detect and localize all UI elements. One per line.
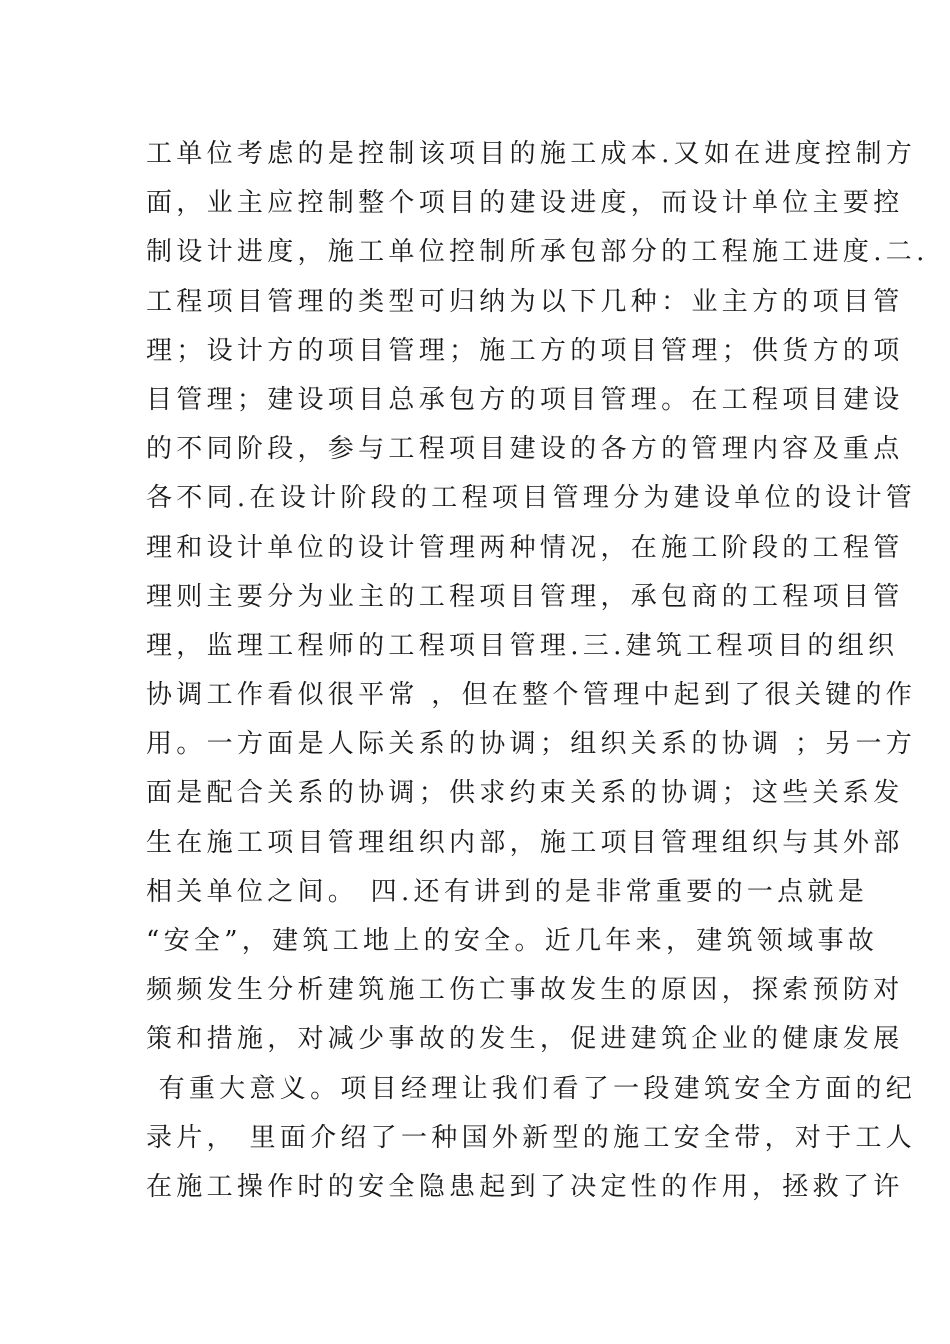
text-line-18: 频频发生分析建筑施工伤亡事故发生的原因，探索预防对	[146, 975, 904, 1006]
text-line-16: 相关单位之间。 四.还有讲到的是非常重要的一点就是	[146, 876, 869, 907]
text-line-20: 有重大意义。项目经理让我们看了一段建筑安全方面的纪	[146, 1073, 917, 1104]
body-text	[146, 130, 929, 1212]
text-line-13: 用。一方面是人际关系的协调；组织关系的协调 ；另一方	[146, 729, 917, 760]
text-line-7: 的不同阶段，参与工程项目建设的各方的管理内容及重点	[146, 434, 904, 465]
text-line-2: 面，业主应控制整个项目的建设进度，而设计单位主要控	[146, 188, 904, 219]
text-line-4: 工程项目管理的类型可归纳为以下几种：业主方的项目管	[146, 286, 904, 317]
text-line-10: 理则主要分为业主的工程项目管理，承包商的工程项目管	[146, 581, 904, 612]
text-line-1: 工单位考虑的是控制该项目的施工成本.又如在进度控制方	[146, 139, 917, 169]
text-line-21: 录片， 里面介绍了一种国外新型的施工安全带，对于工人	[146, 1122, 917, 1153]
text-line-15: 生在施工项目管理组织内部，施工项目管理组织与其外部	[146, 827, 904, 858]
text-line-22: 在施工操作时的安全隐患起到了决定性的作用，拯救了许	[146, 1171, 904, 1202]
text-line-12: 协调工作看似很平常 ，但在整个管理中起到了很关键的作	[146, 680, 917, 711]
text-line-11: 理，监理工程师的工程项目管理.三.建筑工程项目的组织	[146, 630, 899, 661]
text-line-14: 面是配合关系的协调；供求约束关系的协调；这些关系发	[146, 778, 904, 809]
text-line-3: 制设计进度，施工单位控制所承包部分的工程施工进度.二.	[146, 237, 929, 268]
text-line-17: “安全”，建筑工地上的安全。近几年来，建筑领域事故	[146, 926, 879, 956]
text-line-8: 各不同.在设计阶段的工程项目管理分为建设单位的设计管	[146, 483, 917, 514]
text-line-19: 策和措施，对减少事故的发生，促进建筑企业的健康发展	[146, 1024, 904, 1055]
text-line-5: 理；设计方的项目管理；施工方的项目管理；供货方的项	[146, 335, 904, 366]
text-line-9: 理和设计单位的设计管理两种情况，在施工阶段的工程管	[146, 532, 904, 563]
text-line-6: 目管理；建设项目总承包方的项目管理。在工程项目建设	[146, 384, 904, 415]
